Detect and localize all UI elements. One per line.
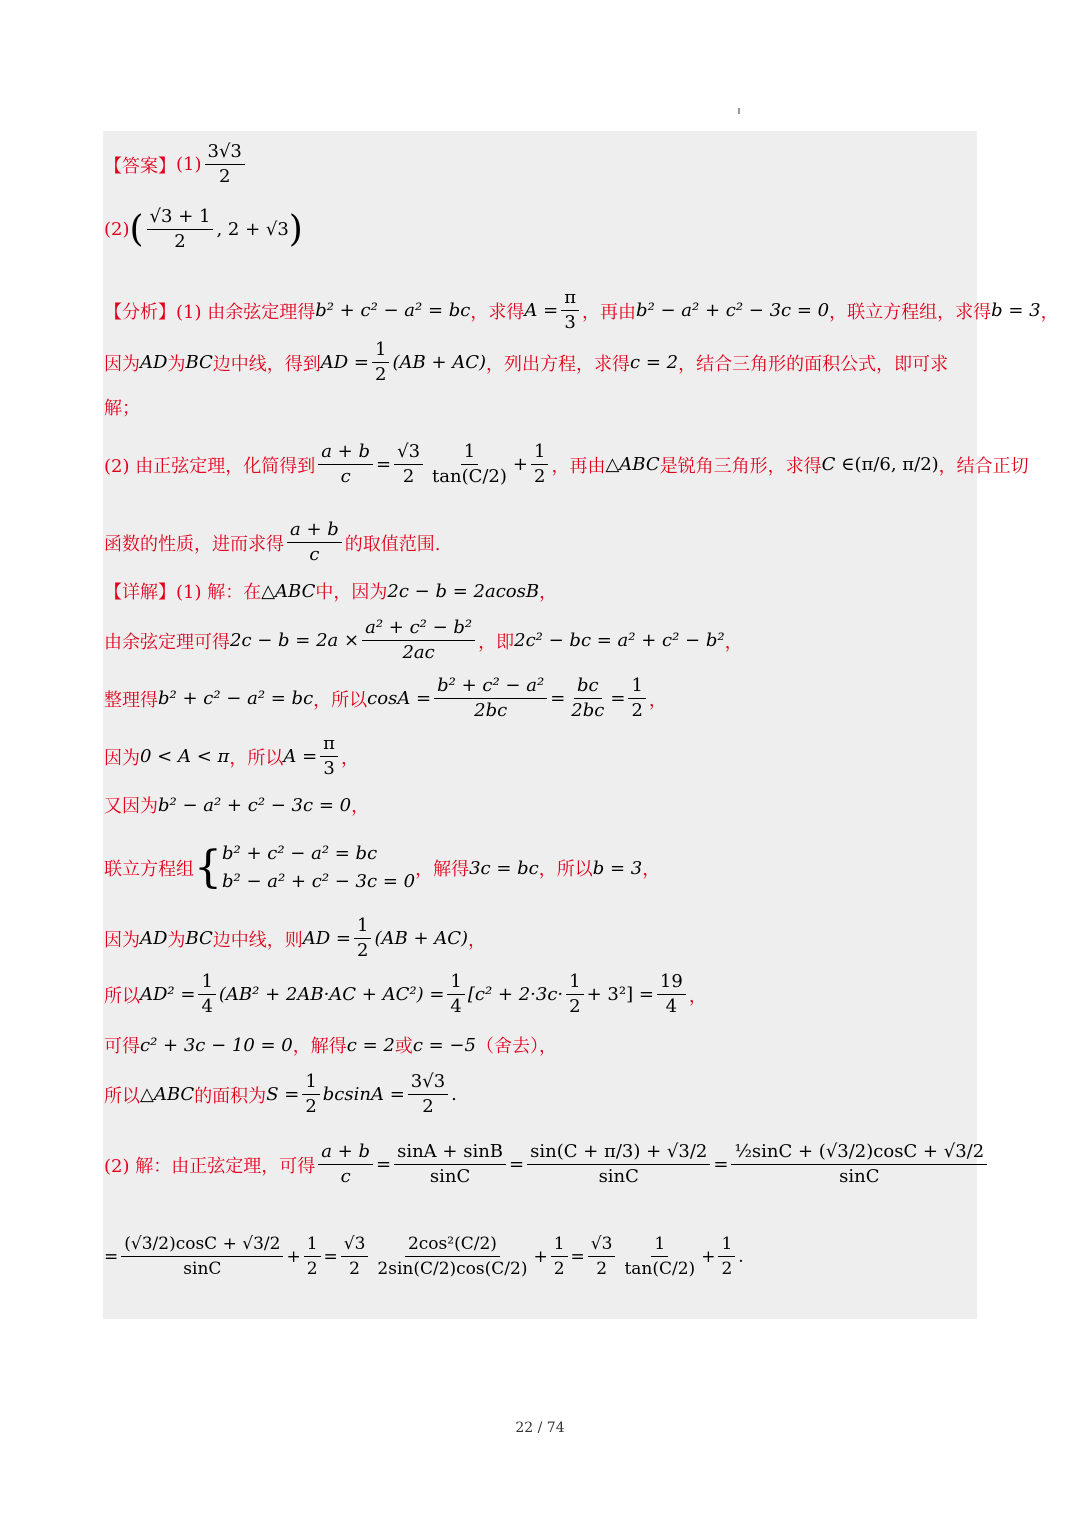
analysis-label: 【分析】	[104, 301, 176, 323]
detail-line-2: 由余弦定理可得 2c − b = 2a × $\frac{\text{a² + c² − b²}}{2ac}$ ，即 2c² − bc = a² + c² − b² ，	[104, 617, 743, 663]
analysis-line-2: 因为 AD 为 BC 边中线，得到 AD = $\frac{1}{2}$ (AB + AC) ，列出方程，求得 c = 2 ，结合三角形的面积公式，即可求	[104, 339, 949, 385]
analysis-line-3: 解；	[104, 398, 140, 419]
detail-line-6: 联立方程组 { b² + c² − a² = bc b² − a² + c² − 3c = 0 ，解得 3c = bc ，所以 b = 3 ，	[104, 840, 660, 896]
answer-line-1: 【答案】 (1) $\frac{3√3}{2}$	[104, 140, 248, 189]
detail-line-10: 所以 △ABC 的面积为 S = $\frac{1}{2}$ bcsinA = $\frac{3√3}{2}$ .	[104, 1071, 457, 1117]
detail-line-7: 因为 AD 为 BC 边中线，则 AD = $\frac{1}{2}$ (AB + AC) ，	[104, 915, 487, 961]
detail-line-1: 【详解】 (1) 解：在 △ABC 中，因为 2c − b = 2acosB ，	[104, 578, 557, 604]
analysis-line-4: (2) 由正弦定理，化简得到 $\frac{a + b}{c}$ = $\frac{√3}{2}$ $\frac{1}{\tan(C/2)}$ + $\frac{1}{2}$ ，再由 △ABC 是锐角三角形，求得 C ∈ (π/6, π/2) ，结合正切	[104, 441, 1029, 487]
analysis-line-1: 【分析】 (1) 由余弦定理得 b² + c² − a² = bc ，求得 A = $\frac{\pi}{3}$ ，再由 b² − a² + c² − 3c = 0 ，联立方程组，求得 b = 3 ，	[104, 287, 1059, 333]
page-number: 22 / 74	[515, 1420, 565, 1436]
answer-1-fraction: $\frac{3√3}{2}$	[205, 140, 245, 189]
equation-system: b² + c² − a² = bc b² − a² + c² − 3c = 0	[222, 843, 416, 892]
detail-line-5: 又因为 b² − a² + c² − 3c = 0 ，	[104, 794, 370, 817]
detail-label: 【详解】	[104, 582, 176, 603]
detail-line-4: 因为 0 < A < π ，所以 A = $\frac{\pi}{3}$ ，	[104, 733, 359, 779]
detail-line-3: 整理得 b² + c² − a² = bc ，所以 cosA = $\frac{\text{b² + c² − a²}}{2bc}$ = $\frac{bc}{2bc}$ = $\frac{1}{2}$ ，	[104, 675, 667, 721]
detail-line-11: (2) 解：由正弦定理，可得 $\frac{a + b}{c}$ = $\frac{\sin A + \sin B}{\sin C}$ = $\frac{\sin(C + \pi/3) + √3/2}{\sin C}$ = $\frac{\text{½sinC + (√3/2)cosC + √3/2}}{\sin C}$	[104, 1140, 990, 1189]
detail-line-12: = $\frac{(√3/2)\cos C + √3/2}{\sin C}$ + $\frac{1}{2}$ = $\frac{√3}{2}$ $\frac{\text{2cos²(C/2)}}{2\sin(C/2)\cos(C/2)}$ + $\frac{1}{2}$ = $\frac{√3}{2}$ $\frac{1}{\tan(C/2)}$ + $\frac{1}{2}$ .	[104, 1234, 744, 1279]
detail-line-9: 可得 c² + 3c − 10 = 0 ，解得 c = 2 或 c = −5 （舍去），	[104, 1034, 557, 1057]
answer-label: 【答案】	[104, 155, 176, 177]
detail-line-8: 所以 AD² = $\frac{1}{4}$ (AB² + 2AB·AC + AC²) = $\frac{1}{4}$ [c² + 2·3c· $\frac{1}{2}$ + 3²] = $\frac{19}{4}$ ，	[104, 971, 707, 1017]
analysis-line-5: 函数的性质，进而求得 $\frac{a + b}{c}$ 的取值范围.	[104, 519, 441, 565]
answer-line-2: (2) ( $\frac{√3 + 1}{2}$ , 2 + √3 )	[104, 206, 303, 252]
answer-2-fraction: $\frac{√3 + 1}{2}$	[147, 205, 214, 254]
header-tick	[738, 108, 740, 114]
